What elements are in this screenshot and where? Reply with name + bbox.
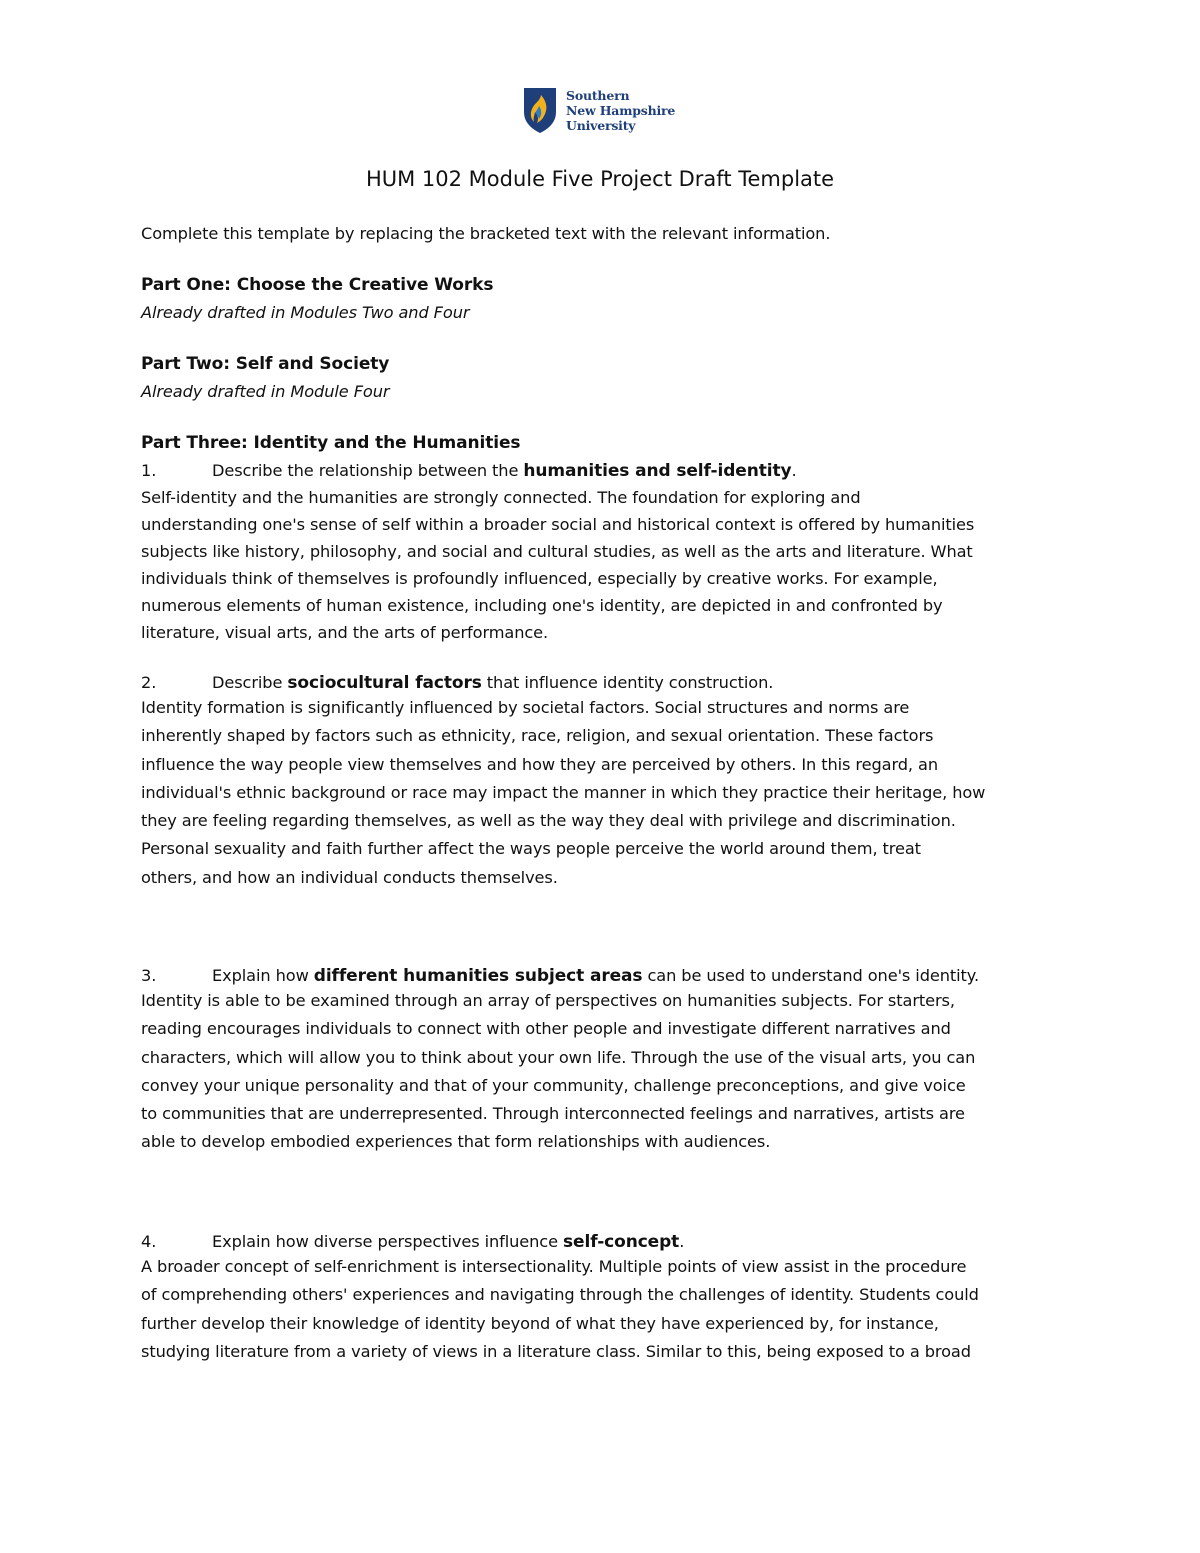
answer-line: individual's ethnic background or race may impact the manner in which they practice their heritage, how <box>141 782 986 802</box>
instructions: Complete this template by replacing the bracketed text with the relevant information. <box>141 224 831 243</box>
question-text <box>212 1228 684 1256</box>
prompt-text: Explain how diverse perspectives influence <box>212 1232 564 1251</box>
answer-line: Identity is able to be examined through an array of perspectives on humanities subjects. For starters, <box>141 991 955 1010</box>
answer-line: Self-identity and the humanities are strongly connected. The foundation for exploring and <box>141 488 861 507</box>
answer-line: subjects like history, philosophy, and social and cultural studies, as well as the arts and literature. What <box>141 542 973 561</box>
answer-line: numerous elements of human existence, including one's identity, are depicted in and confronted by <box>141 596 943 615</box>
question-number: 3. <box>141 966 157 985</box>
answer-line: they are feeling regarding themselves, as well as the way they deal with privilege and discrimination. <box>141 811 956 831</box>
answer-line: reading encourages individuals to connect with other people and investigate different narratives and <box>141 1019 951 1039</box>
logo-line-1: Southern <box>566 87 630 103</box>
answer-line: to communities that are underrepresented. Through interconnected feelings and narratives, artists are <box>141 1104 965 1124</box>
prompt-keyword: different humanities subject areas <box>313 966 643 986</box>
question-4-answer <box>141 1253 1081 1366</box>
answer-line: literature, visual arts, and the arts of performance. <box>141 623 549 642</box>
prompt-keyword: self-concept <box>563 1232 680 1252</box>
part-one-heading: Part One: Choose the Creative Works <box>141 275 494 295</box>
question-3-answer <box>141 987 1081 1157</box>
prompt-keyword: sociocultural factors <box>287 673 482 693</box>
answer-line: influence the way people view themselves and how they are perceived by others. In this regard, an <box>141 754 939 774</box>
question-number: 2. <box>141 673 157 692</box>
answer-line: Personal sexuality and faith further affect the ways people perceive the world around them, treat <box>141 839 921 859</box>
question-2-prompt <box>141 669 1081 697</box>
question-1-prompt <box>141 457 1081 485</box>
prompt-text: Explain how <box>212 966 314 985</box>
answer-line: characters, which will allow you to think about your own life. Through the use of the visual arts, you can <box>141 1047 976 1067</box>
answer-line: convey your unique personality and that of your community, challenge preconceptions, and give voice <box>141 1075 966 1095</box>
part-two-note: Already drafted in Module Four <box>141 382 390 401</box>
prompt-text: Describe the relationship between the <box>212 461 524 480</box>
prompt-keyword: humanities and self-identity <box>523 461 792 481</box>
answer-line: Identity formation is significantly influenced by societal factors. Social structures and norms are <box>141 698 910 717</box>
answer-line: A broader concept of self-enrichment is intersectionality. Multiple points of view assist in the procedure <box>141 1257 967 1276</box>
logo-wordmark <box>566 88 675 133</box>
logo-line-3: University <box>566 117 636 133</box>
prompt-text: . <box>679 1232 685 1251</box>
part-three-heading: Part Three: Identity and the Humanities <box>141 433 521 453</box>
answer-line: further develop their knowledge of identity beyond of what they have experienced by, for instance, <box>141 1313 939 1333</box>
answer-line: studying literature from a variety of views in a literature class. Similar to this, being exposed to a broad <box>141 1341 971 1361</box>
question-2-answer <box>141 694 1081 892</box>
document-title: HUM 102 Module Five Project Draft Template <box>365 167 835 191</box>
question-3-prompt <box>141 962 1081 990</box>
answer-line: others, and how an individual conducts themselves. <box>141 867 558 887</box>
question-text <box>212 669 773 697</box>
question-text <box>212 457 797 485</box>
snhu-logo <box>522 84 692 136</box>
question-number: 1. <box>141 461 157 480</box>
prompt-text: Describe <box>212 673 288 692</box>
question-1-answer <box>141 484 1081 646</box>
flame-shield-icon <box>522 86 558 134</box>
answer-line: of comprehending others' experiences and navigating through the challenges of identity. Students could <box>141 1285 979 1305</box>
question-number: 4. <box>141 1232 157 1251</box>
prompt-text: that influence identity construction. <box>481 673 774 692</box>
question-4-prompt <box>141 1228 1081 1256</box>
answer-line: understanding one's sense of self within a broader social and historical context is offered by humanities <box>141 515 975 534</box>
answer-line: inherently shaped by factors such as ethnicity, race, religion, and sexual orientation. These factors <box>141 726 934 746</box>
logo-line-2: New Hampshire <box>566 102 676 118</box>
prompt-text: can be used to understand one's identity. <box>642 966 979 985</box>
answer-line: individuals think of themselves is profoundly influenced, especially by creative works. For example, <box>141 569 938 588</box>
question-text <box>212 962 979 990</box>
part-two-heading: Part Two: Self and Society <box>141 354 390 374</box>
prompt-text: . <box>791 461 797 480</box>
part-one-note: Already drafted in Modules Two and Four <box>141 303 470 322</box>
answer-line: able to develop embodied experiences that form relationships with audiences. <box>141 1132 771 1152</box>
